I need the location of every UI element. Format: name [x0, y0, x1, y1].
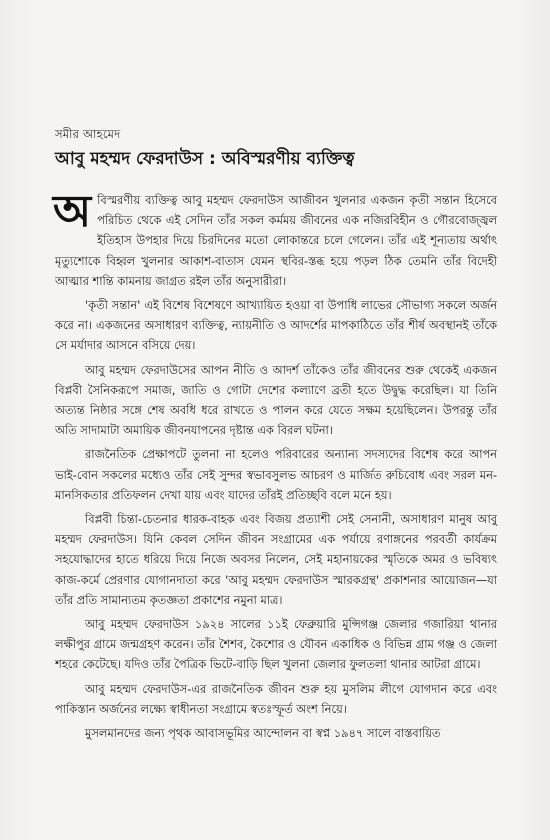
paragraph-8: মুসলমানদের জন্য পৃথক আবাসভূমির আন্দোলন বা স্বপ্ন ১৯৪৭ সালে বাস্তবায়িত [85, 726, 441, 741]
article-body [53, 186, 497, 747]
paragraph-text: বিস্মরণীয় ব্যক্তিত্ব আবু মহম্মদ ফেরদাউস আজীবন খুলনার একজন কৃতী সন্তান হিসেবে পরিচিত থেকে এই সেদিন তাঁর সকল কর্মময় জীবনের এক নজিরবিহীন ও গৌরবোজ্জ্বল ইতিহাস উপহার দিয়ে চিরদিনের মতো লোকান্তরে চলে গেলেন। তাঁর এই শূন্যতায় অর্থাৎ মৃত্যুশোকে বিহ্বল খুলনার আকাশ-বাতাস যেমন স্থবির-স্তব্ধ হয়ে পড়ল ঠিক তেমনি তাঁর বিদেহী আত্মার শান্তি কামনায় জাগ্রত রইল তাঁর অনুসারীরা। [55, 193, 497, 288]
paragraph-7: আবু মহম্মদ ফেরদাউস-এর রাজনৈতিক জীবন শুরু হয় মুসলিম লীগে যোগদান করে এবং পাকিস্তান অর্জনের লক্ষ্যে স্বাধীনতা সংগ্রামে স্বতঃস্ফূর্ত অংশ নিয়ে। [55, 681, 497, 716]
paragraph-4: রাজনৈতিক প্রেক্ষাপটে তুলনা না হলেও পরিবারের অন্যান্য সদস্যদের বিশেষ করে আপন ভাই-বোন সকলের মধ্যেও তাঁর সেই সুন্দর স্বভাবসুলভ আচরণ ও মার্জিত রুচিবোধ এবং সরল মন-মানসিকতার প্রতিফলন দেখা যায় এবং যাদের তাঁরই প্রতিচ্ছবি বলে মনে হয়। [55, 447, 497, 502]
author-name: সমীর আহমেদ [55, 127, 121, 141]
paragraph-6: আবু মহম্মদ ফেরদাউস ১৯২৪ সালের ১১ই ফেব্রুয়ারি মুন্সিগঞ্জ জেলার গজারিয়া থানার লক্ষীপুর গ্রামে জন্মগ্রহণ করেন। তাঁর শৈশব, কৈশোর ও যৌবন একাধিক ও বিভিন্ন গ্রাম গঞ্জ ও জেলা শহরে কেটেছে। যদিও তাঁর পৈত্রিক ভিটে-বাড়ি ছিল খুলনা জেলার ফুলতলা থানার আটরা গ্রামে। [55, 617, 497, 672]
article-title: আবু মহম্মদ ফেরদাউস : অবিস্মরণীয় ব্যক্তিত্ব [55, 149, 355, 169]
paragraph-1 [53, 186, 497, 291]
drop-cap: অ [53, 186, 92, 237]
paragraph-3: আবু মহম্মদ ফেরদাউসের আপন নীতি ও আদর্শ তাঁকেও তাঁর জীবনের শুরু থেকেই একজন বিপ্লবী সৈনিকরূপে সমাজ, জাতি ও গোটা দেশের কল্যাণে ব্রতী হতে উদ্বুদ্ধ করেছিল। যা তিনি অত্যন্ত নিষ্ঠার সঙ্গে শেষ অবধি ধরে রাখতে ও পালন করে যেতে সক্ষম হয়েছিলেন। উপরন্তু তাঁর অতি সাদামাটা অমায়িক জীবনযাপনের দৃষ্টান্ত এক বিরল ঘটনা। [55, 362, 497, 438]
paragraph-5: বিপ্লবী চিন্তা-চেতনার ধারক-বাহক এবং বিজয় প্রত্যাশী সেই সেনানী, অসাধারণ মানুষ আবু মহম্মদ ফেরদাউস। যিনি কেবল সেদিন জীবন সংগ্রামের এক পর্যায়ে রণাঙ্গনের পরবর্তী কার্যক্রম সহযোদ্ধাদের হাতে ধরিয়ে দিয়ে নিজে অবসর নিলেন, সেই মহানায়কের স্মৃতিকে অমর ও ভবিষ্যৎ কাজ-কর্মে প্রেরণার যোগানদাতা করে 'আবু মহম্মদ ফেরদাউস স্মারকগ্রন্থ' প্রকাশনার আয়োজন—যা তাঁর প্রতি সামান্যতম কৃতজ্ঞতা প্রকাশের নমুনা মাত্র। [55, 512, 497, 607]
paragraph-2: 'কৃতী সন্তান' এই বিশেষ বিশেষণে আখ্যায়িত হওয়া বা উপাধি লাভের সৌভাগ্য সকলে অর্জন করে না। একজনের অসাধারণ ব্যক্তিত্ব, ন্যায়নীতি ও আদর্শের মাপকাঠিতে তাঁর শীর্ষ অবস্থানই তাঁকে সে মর্যাদার আসনে বসিয়ে দেয়। [55, 298, 497, 353]
